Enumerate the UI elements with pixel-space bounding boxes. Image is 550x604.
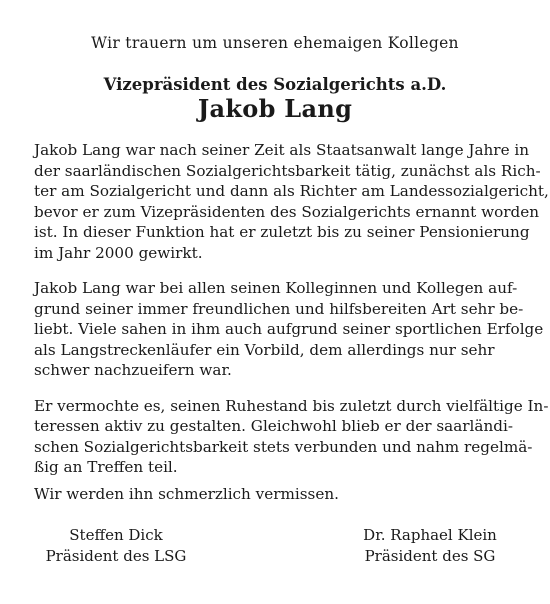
paragraph-colleagues [34, 278, 544, 381]
paragraph-career [34, 140, 549, 263]
signatory-role: Präsident des LSG [45, 547, 187, 565]
text-line: grund seiner immer freundlichen und hilfsbereiten Art sehr be- [34, 299, 524, 318]
text-line: Er vermochte es, seinen Ruhestand bis zuletzt durch vielfältige In- [34, 396, 549, 415]
text-line: Jakob Lang war bei allen seinen Kolleginnen und Kollegen auf- [34, 279, 518, 297]
text-line: schen Sozialgerichtsbarkeit stets verbunden und nahm regelmä- [34, 437, 533, 456]
text-line: Jakob Lang war nach seiner Zeit als Staatsanwalt lange Jahre in [34, 141, 530, 159]
signature-left [42, 525, 190, 567]
signatory-name: Steffen Dick [69, 526, 163, 544]
signature-right [355, 525, 505, 567]
deceased-name: Jakob Lang [197, 94, 353, 123]
body-text [34, 140, 549, 493]
intro-line: Wir trauern um unseren ehemaigen Kollegen [91, 34, 459, 52]
text-line: ter am Sozialgericht und dann als Richter am Landessozialgericht, [34, 182, 549, 200]
text-line: bevor er zum Vizepräsidenten des Sozialgerichts ernannt worden [34, 202, 539, 221]
text-line: schwer nachzueifern war. [34, 361, 232, 379]
text-line: teressen aktiv zu gestalten. Gleichwohl blieb er der saarländi- [34, 417, 513, 435]
signatory-name: Dr. Raphael Klein [363, 526, 497, 544]
text-line: als Langstreckenläufer ein Vorbild, dem allerdings nur sehr [34, 340, 495, 359]
text-line: im Jahr 2000 gewirkt. [34, 243, 203, 262]
paragraph-retirement [34, 396, 549, 478]
text-line: liebt. Viele sahen in ihm auch aufgrund seiner sportlichen Erfolge [34, 320, 544, 338]
closing-line: Wir werden ihn schmerzlich vermissen. [34, 485, 339, 503]
text-line: ßig an Treffen teil. [34, 458, 178, 476]
text-line: ist. In dieser Funktion hat er zuletzt bis zu seiner Pensionierung [34, 223, 530, 241]
deceased-title: Vizepräsident des Sozialgerichts a.D. [103, 75, 447, 94]
text-line: der saarländischen Sozialgerichtsbarkeit tätig, zunächst als Rich- [34, 161, 541, 180]
signatory-role: Präsident des SG [364, 547, 496, 565]
